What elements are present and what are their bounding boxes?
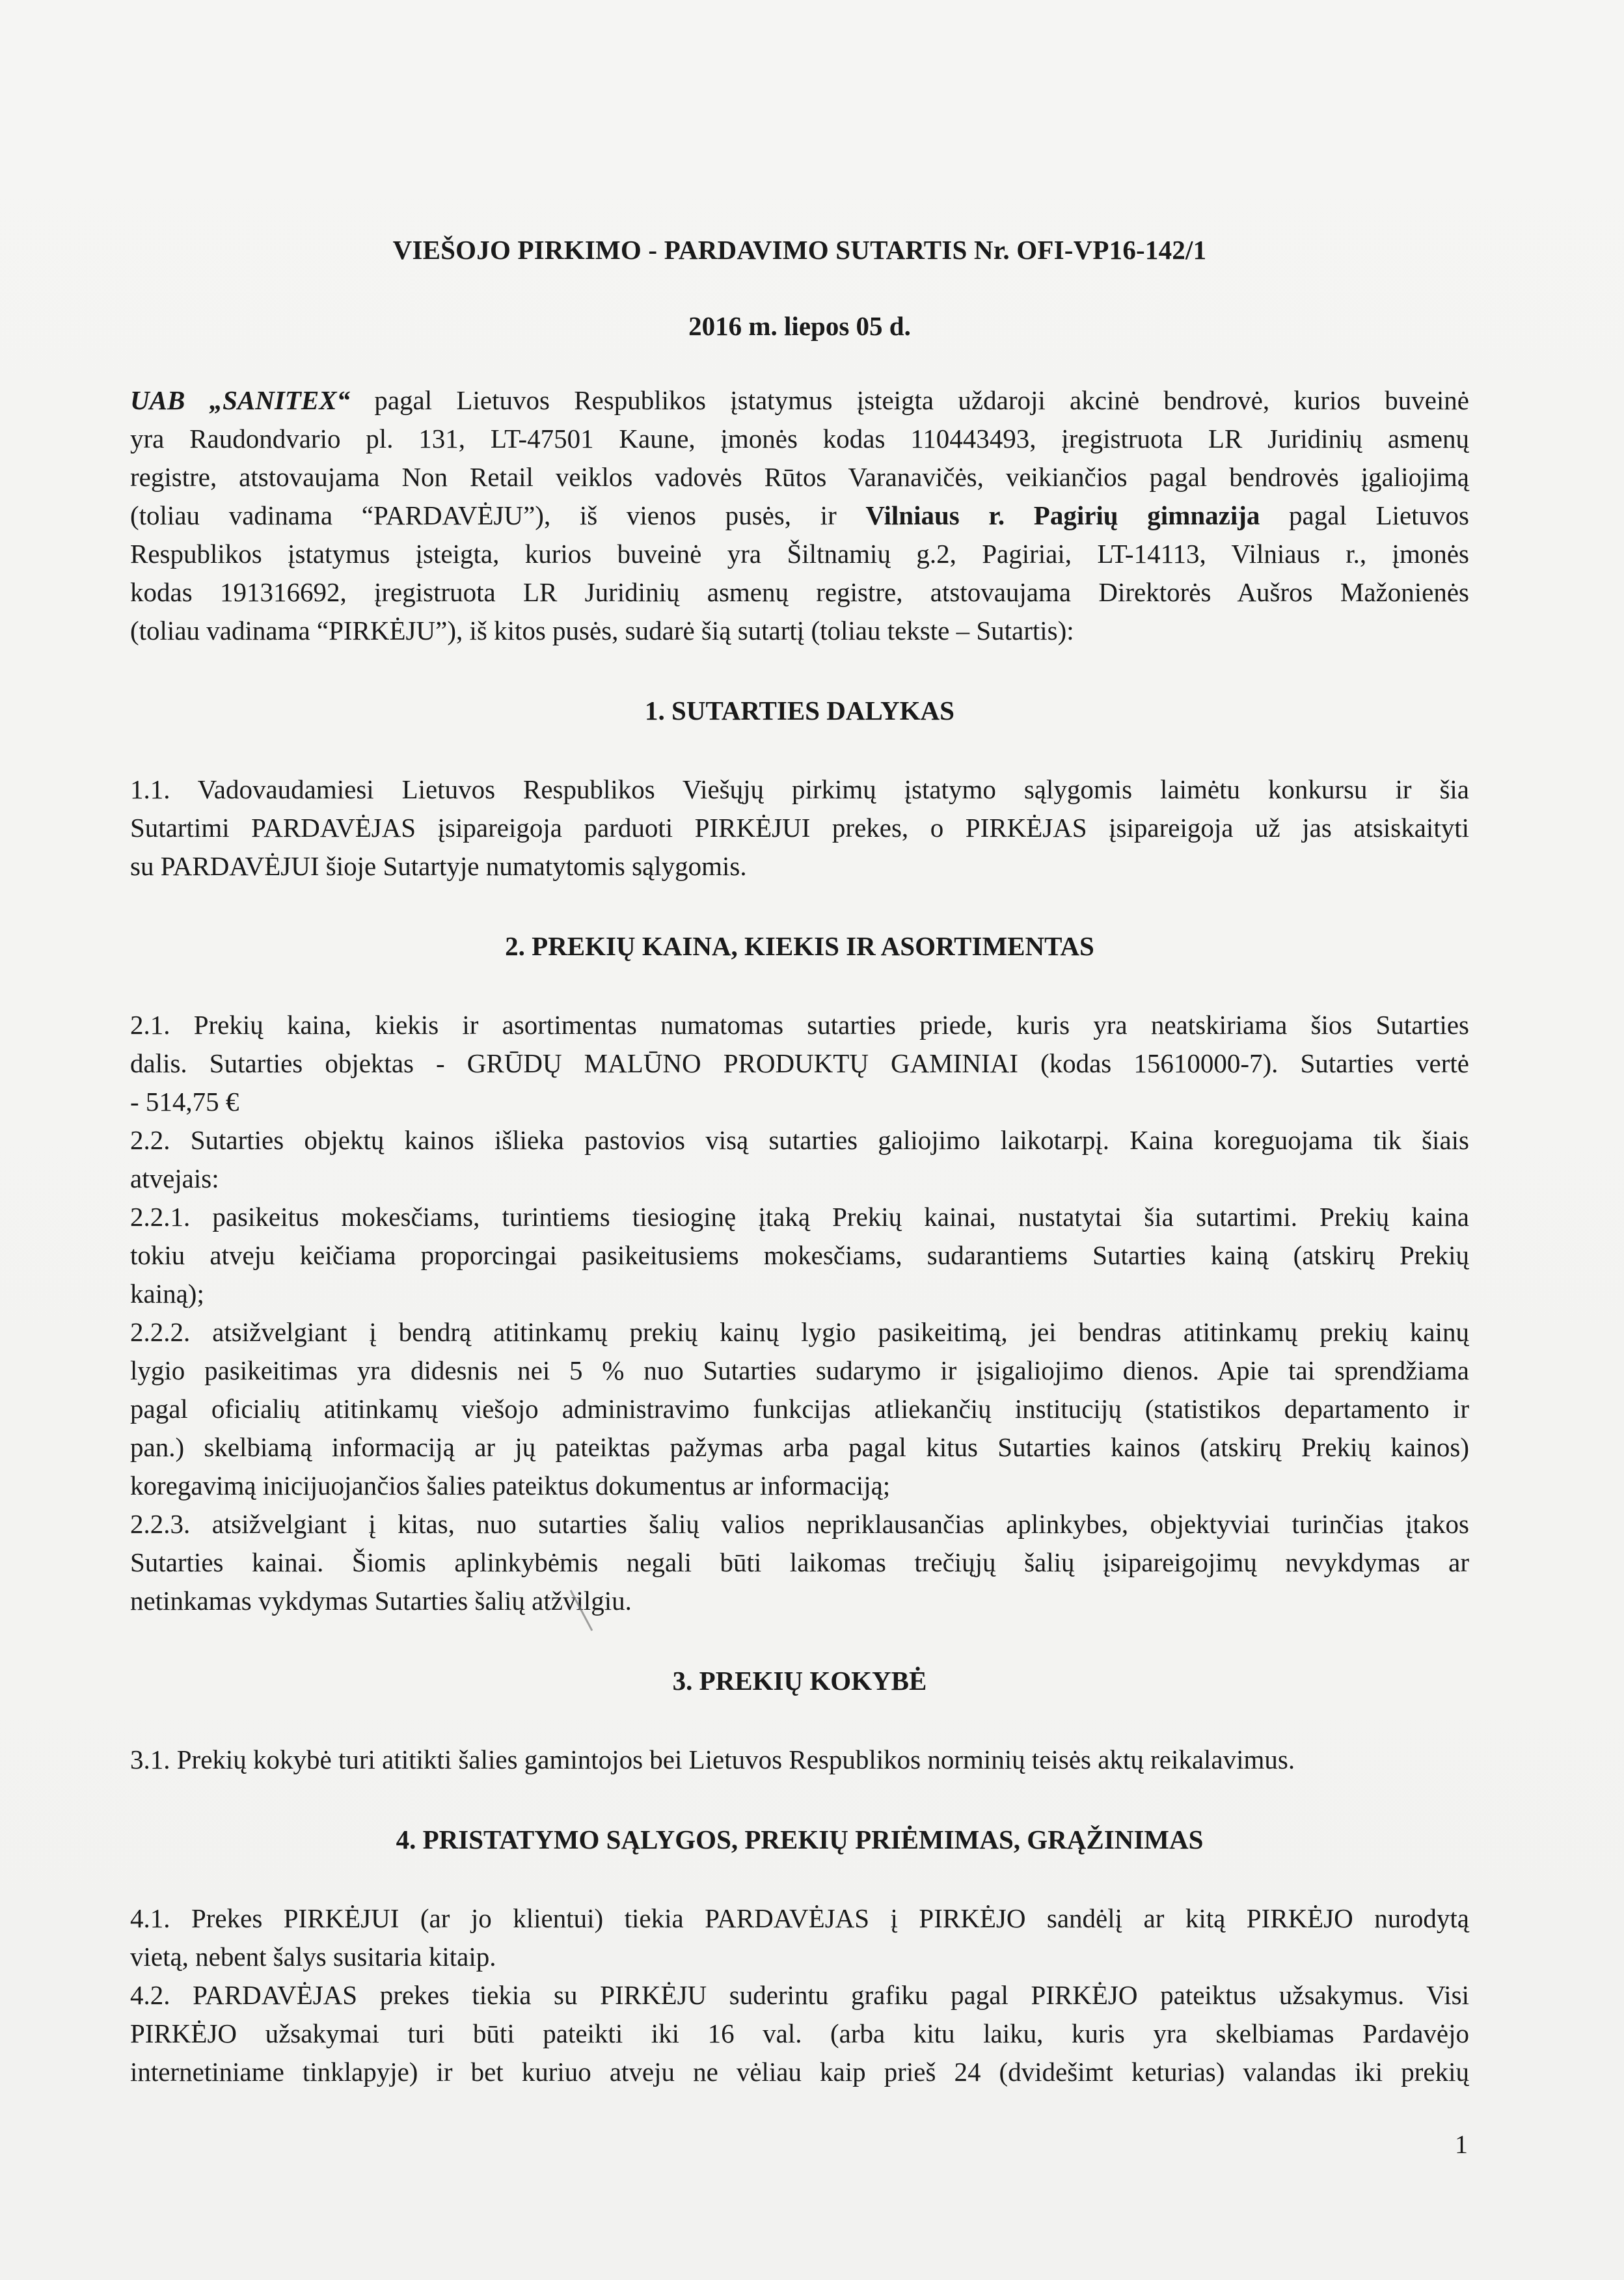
- intro-line-2: yra Raudondvario pl. 131, LT-47501 Kaune, įmonės kodas 110443493, įregistruota LR Juridinių asmenų: [130, 424, 1469, 454]
- clause-2-1: 2.1. Prekių kaina, kiekis ir asortimentas numatomas sutarties priede, kuris yra neatskiriama šios Sutarties dalis. Sutarties objektas - GRŪDŲ MALŪNO PRODUKTŲ GAMINIAI (kodas 15610000-7). Sutarties vertė - 514,75 €: [130, 1010, 1469, 1117]
- intro-line-3: registre, atstovaujama Non Retail veiklos vadovės Rūtos Varanavičės, veikiančios pagal bendrovės įgaliojimą: [130, 462, 1469, 492]
- clause-2-2: 2.2. Sutarties objektų kainos išlieka pastovios visą sutarties galiojimo laikotarpį. Kaina koreguojama tik šiais atvejais:: [130, 1125, 1469, 1193]
- page-number: 1: [1455, 2130, 1468, 2159]
- seller-name: UAB „SANITEX“: [130, 385, 351, 415]
- intro-line-7: (toliau vadinama “PIRKĖJU”), iš kitos pusės, sudarė šią sutartį (toliau tekste – Sutartis):: [130, 616, 1074, 645]
- clause-4-2: 4.2. PARDAVĖJAS prekes tiekia su PIRKĖJU suderintu grafiku pagal PIRKĖJO pateiktus užsakymus. Visi PIRKĖJO užsakymai turi būti pateikti iki 16 val. (arba kitu laiku, kuris yra skelbiamas Pardavėjo internetiniame tinklapyje) ir bet kuriuo atveju ne vėliau kaip prieš 24 (dvidešimt keturias) valandas iki prekių: [130, 1980, 1469, 2087]
- intro-line-1: UAB „SANITEX“ pagal Lietuvos Respublikos įstatymus įsteigta uždaroji akcinė bendrovė, kurios buveinė: [130, 385, 1469, 415]
- section-2-heading: 2. PREKIŲ KAINA, KIEKIS IR ASORTIMENTAS: [505, 931, 1094, 961]
- contract-title: VIEŠOJO PIRKIMO - PARDAVIMO SUTARTIS Nr. OFI-VP16-142/1: [392, 235, 1207, 265]
- clause-4-1: 4.1. Prekes PIRKĖJUI (ar jo klientui) tiekia PARDAVĖJAS į PIRKĖJO sandėlį ar kitą PIRKĖJO nurodytą vietą, nebent šalys susitaria kitaip.: [130, 1903, 1469, 1972]
- intro-paragraph: [130, 381, 1469, 650]
- clause-2-2-2: 2.2.2. atsižvelgiant į bendrą atitinkamų prekių kainų lygio pasikeitimą, jei bendras atitinkamų prekių kainų lygio pasikeitimas yra didesnis nei 5 % nuo Sutarties sudarymo ir įsigaliojimo dienos. Apie tai sprendžiama pagal oficialių atitinkamų viešojo administravimo funkcijas atliekančių institucijų (statistikos departamento ir pan.) skelbiamą informaciją ar jų pateiktas pažymas arba pagal kitus Sutarties kainos (atskirų Prekių kainos) koregavimą inicijuojančios šalies pateiktus dokumentus ar informaciją;: [130, 1317, 1469, 1500]
- clause-2-2-3: 2.2.3. atsižvelgiant į kitas, nuo sutarties šalių valios nepriklausančias aplinkybes, objektyviai turinčias įtakos Sutarties kainai. Šiomis aplinkybėmis negali būti laikomas trečiųjų šalių įsipareigojimų nevykdymas ar netinkamas vykdymas Sutarties šalių atžvilgiu.: [130, 1509, 1469, 1616]
- intro-line-5: Respublikos įstatymus įsteigta, kurios buveinė yra Šiltnamių g.2, Pagiriai, LT-14113, Vilniaus r., įmonės: [130, 539, 1469, 569]
- document-body: [130, 231, 1469, 2091]
- section-4-heading: 4. PRISTATYMO SĄLYGOS, PREKIŲ PRIĖMIMAS, GRĄŽINIMAS: [396, 1825, 1204, 1854]
- section-1-heading: 1. SUTARTIES DALYKAS: [645, 696, 954, 726]
- section-3-heading: 3. PREKIŲ KOKYBĖ: [672, 1666, 927, 1696]
- clause-3-1: 3.1. Prekių kokybė turi atitikti šalies gamintojos bei Lietuvos Respublikos norminių teisės aktų reikalavimus.: [130, 1744, 1295, 1774]
- clause-2-2-1: 2.2.1. pasikeitus mokesčiams, turintiems tiesioginę įtaką Prekių kainai, nustatytai šia sutartimi. Prekių kaina tokiu atveju keičiama proporcingai pasikeitusiems mokesčiams, sudarantiems Sutarties kainą (atskirų Prekių kainą);: [130, 1202, 1469, 1309]
- clause-1-1: 1.1. Vadovaudamiesi Lietuvos Respublikos Viešųjų pirkimų įstatymo sąlygomis laimėtu konkursu ir šia Sutartimi PARDAVĖJAS įsipareigoja parduoti PIRKĖJUI prekes, o PIRKĖJAS įsipareigoja už jas atsiskaityti su PARDAVĖJUI šioje Sutartyje numatytomis sąlygomis.: [130, 774, 1469, 881]
- buyer-name: Vilniaus r. Pagirių gimnazija: [865, 500, 1260, 530]
- intro-line-4: (toliau vadinama “PARDAVĖJU”), iš vienos pusės, ir Vilniaus r. Pagirių gimnazija pagal Lietuvos: [130, 500, 1470, 530]
- contract-date: 2016 m. liepos 05 d.: [688, 311, 911, 341]
- intro-line-6: kodas 191316692, įregistruota LR Juridinių asmenų registre, atstovaujama Direktorės Aušros Mažonienės: [130, 577, 1469, 607]
